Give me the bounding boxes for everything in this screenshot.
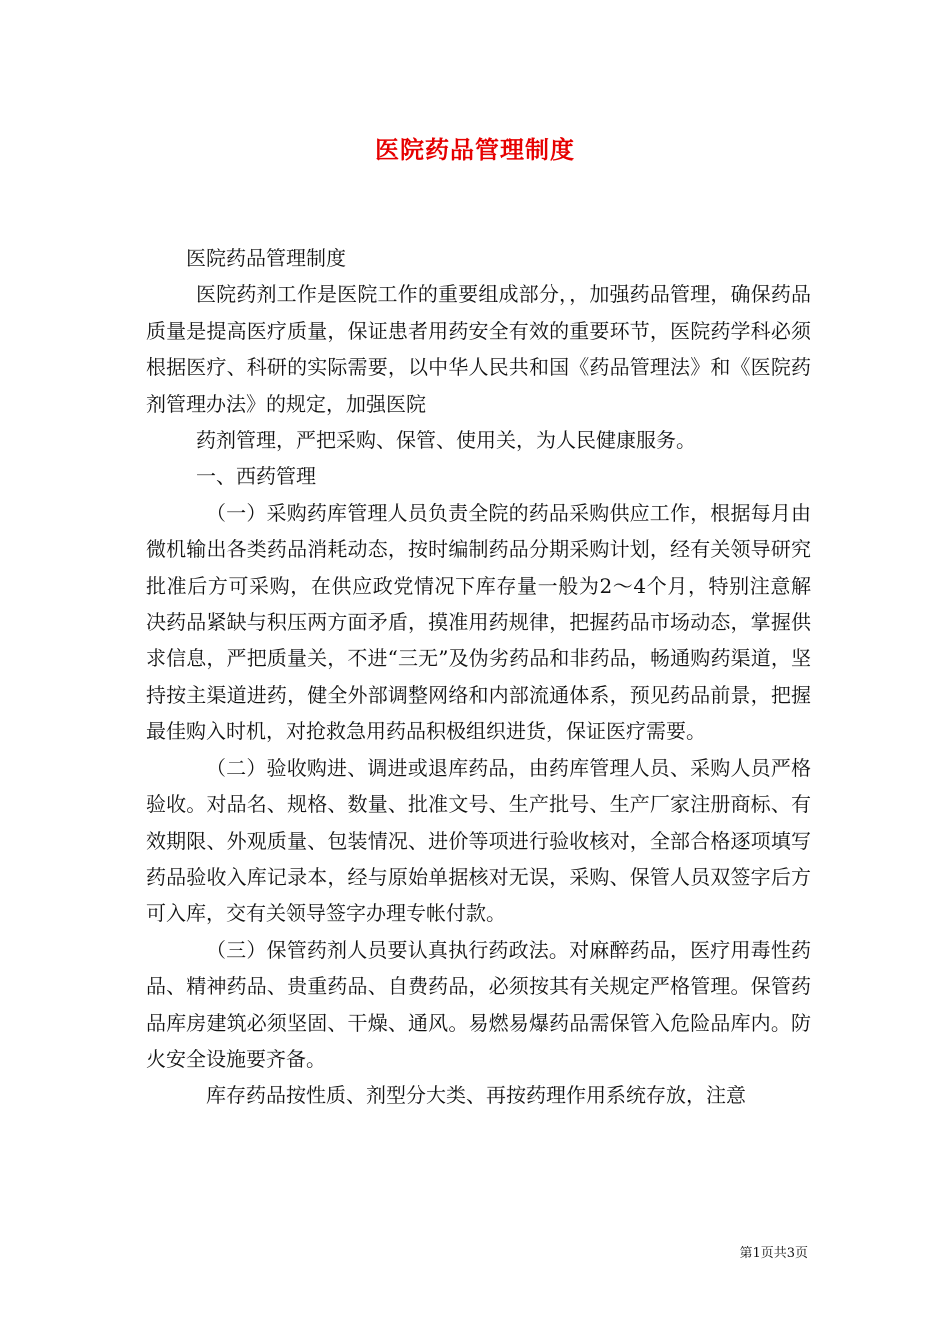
paragraph: 医院药品管理制度 (186, 246, 346, 270)
paragraph: 医院药剂工作是医院工作的重要组成部分，，加强药品管理，确保药品质量是提高医疗质量，保证患者用药安全有效的重要环节，医院药学科必须根据医疗、科研的实际需要，以中华人民共和国《药品管理法》和《医院药剂管理办法》的规定，加强医院 (146, 282, 811, 416)
section-heading: 一、西药管理 (196, 464, 316, 489)
paragraph: （三）保管药剂人员要认真执行药政法。对麻醉药品，医疗用毒性药品、精神药品、贵重药品、自费药品，必须按其有关规定严格管理。保管药品库房建筑必须坚固、干燥、通风。易燃易爆药品需保管入危险品库内。防火安全设施要齐备。 (146, 937, 811, 1071)
document-title: 医院药品管理制度 (375, 135, 575, 164)
page-number: 第1页共3页 (739, 1246, 808, 1261)
document-body (146, 240, 811, 1114)
paragraph: 库存药品按性质、剂型分大类、再按药理作用系统存放，注意 (206, 1083, 746, 1108)
paragraph: （二）验收购进、调进或退库药品，由药库管理人员、采购人员严格验收。对品名、规格、数量、批准文号、生产批号、生产厂家注册商标、有效期限、外观质量、包装情况、进价等项进行验收核对，全部合格逐项填写药品验收入库记录本，经与原始单据核对无误，采购、保管人员双签字后方可入库，交有关领导签字办理专帐付款。 (146, 755, 811, 926)
paragraph: （一）采购药库管理人员负责全院的药品采购供应工作，根据每月由微机输出各类药品消耗动态，按时编制药品分期采购计划，经有关领导研究批准后方可采购，在供应政党情况下库存量一般为2～4个月，特别注意解决药品紧缺与积压两方面矛盾，摸准用药规律，把握药品市场动态，掌握供求信息，严把质量关，不进“三无”及伪劣药品和非药品，畅通购药渠道，坚持按主渠道进药，健全外部调整网络和内部流通体系，预见药品前景，把握最佳购入时机，对抢救急用药品积极组织进货，保证医疗需要。 (146, 500, 811, 744)
paragraph: 药剂管理，严把采购、保管、使用关，为人民健康服务。 (196, 428, 696, 453)
